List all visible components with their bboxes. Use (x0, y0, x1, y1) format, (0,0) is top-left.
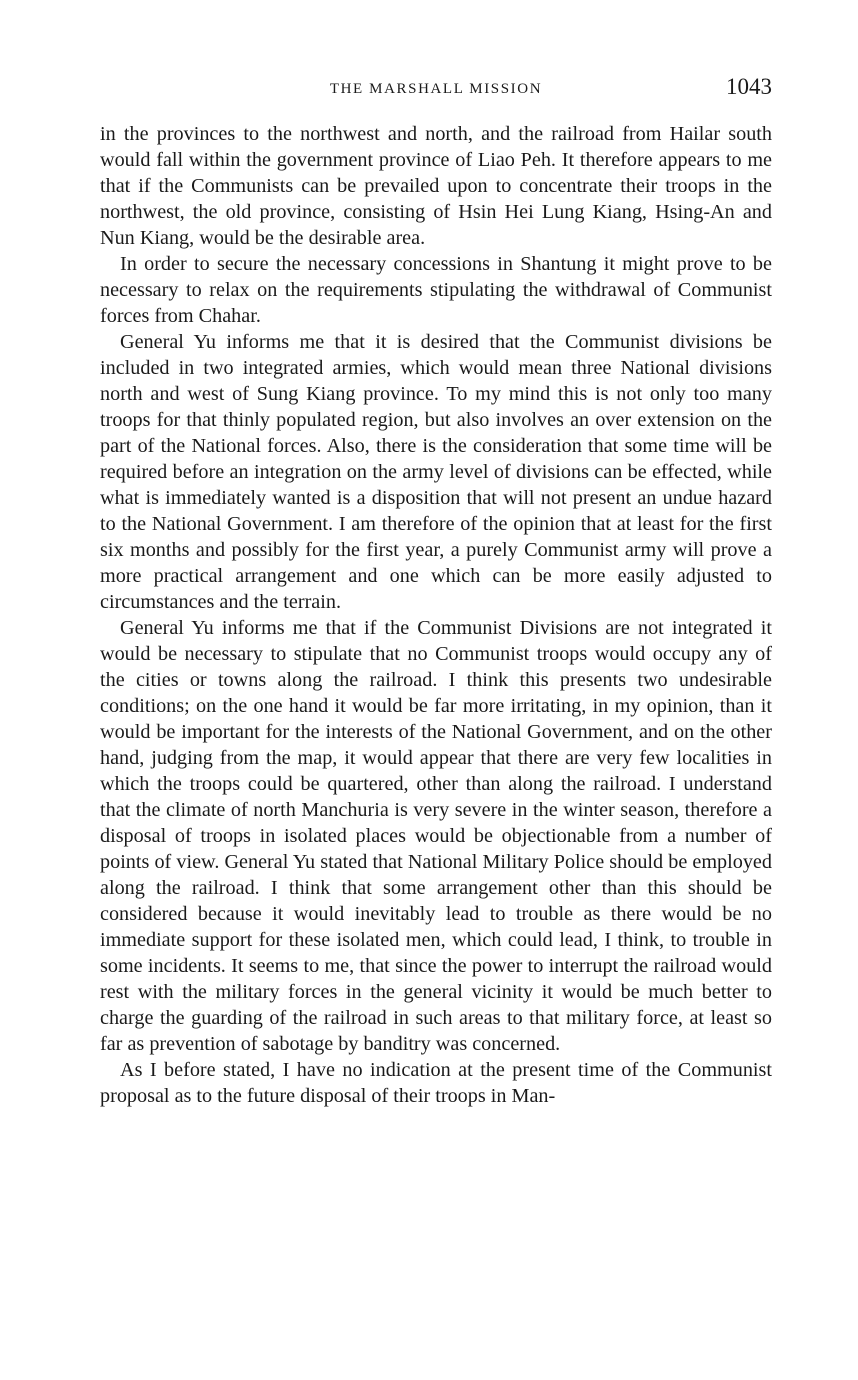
paragraph-shantung-concessions: In order to secure the necessary concessions in Shantung it might prove to be necessary to relax on the requirements stipulating the withdrawal of Communist forces from Chahar. (100, 253, 772, 327)
paragraph-communist-proposal: As I before stated, I have no indication at the present time of the Communist proposal as to the future disposal of their troops in Man- (100, 1059, 772, 1107)
running-head (100, 74, 772, 106)
running-title: THE MARSHALL MISSION (329, 81, 543, 97)
paragraph-railroad-occupation: General Yu informs me that if the Communist Divisions are not integrated it would be necessary to stipulate that no Communist troops would occupy any of the cities or towns along the railroad. I think this presents two undesirable conditions; on the one hand it would be far more irritating, in my opinion, than it would be important for the interests of the National Government, and on the other hand, judging from the map, it would appear that there are very few localities in which the troops could be quartered, other than along the railroad. I understand that the climate of north Manchuria is very severe in the winter season, therefore a disposal of troops in isolated places would be objectionable from a number of points of view. General Yu stated that National Military Police should be employed along the railroad. I think that some arrangement other than this should be considered because it would inevitably lead to trouble as there would be no immediate support for these isolated men, which could lead, I think, to trouble in some incidents. It seems to me, that since the power to interrupt the railroad would rest with the military forces in the general vicinity it would be much better to charge the guarding of the railroad in such areas to that military force, at least so far as prevention of sabotage by banditry was concerned. (100, 617, 772, 1055)
body-text (100, 121, 772, 1109)
paragraph-integrated-armies: General Yu informs me that it is desired that the Communist divisions be included in two integrated armies, which would mean three National divisions north and west of Sung Kiang province. To my mind this is not only too many troops for that thinly populated region, but also involves an over extension on the part of the National forces. Also, there is the consideration that some time will be required before an integration on the army level of divisions can be effected, while what is immediately wanted is a disposition that will not present an undue hazard to the National Government. I am therefore of the opinion that at least for the first six months and possibly for the first year, a purely Communist army will prove a more practical arrangement and one which can be more easily adjusted to circumstances and the terrain. (100, 331, 772, 613)
page-number: 1043 (726, 74, 772, 99)
paragraph-continuation: in the provinces to the northwest and north, and the railroad from Hailar south would fall within the government province of Liao Peh. It therefore appears to me that if the Communists can be prevailed upon to concentrate their troops in the northwest, the old province, consisting of Hsin Hei Lung Kiang, Hsing-An and Nun Kiang, would be the desirable area. (100, 123, 772, 249)
